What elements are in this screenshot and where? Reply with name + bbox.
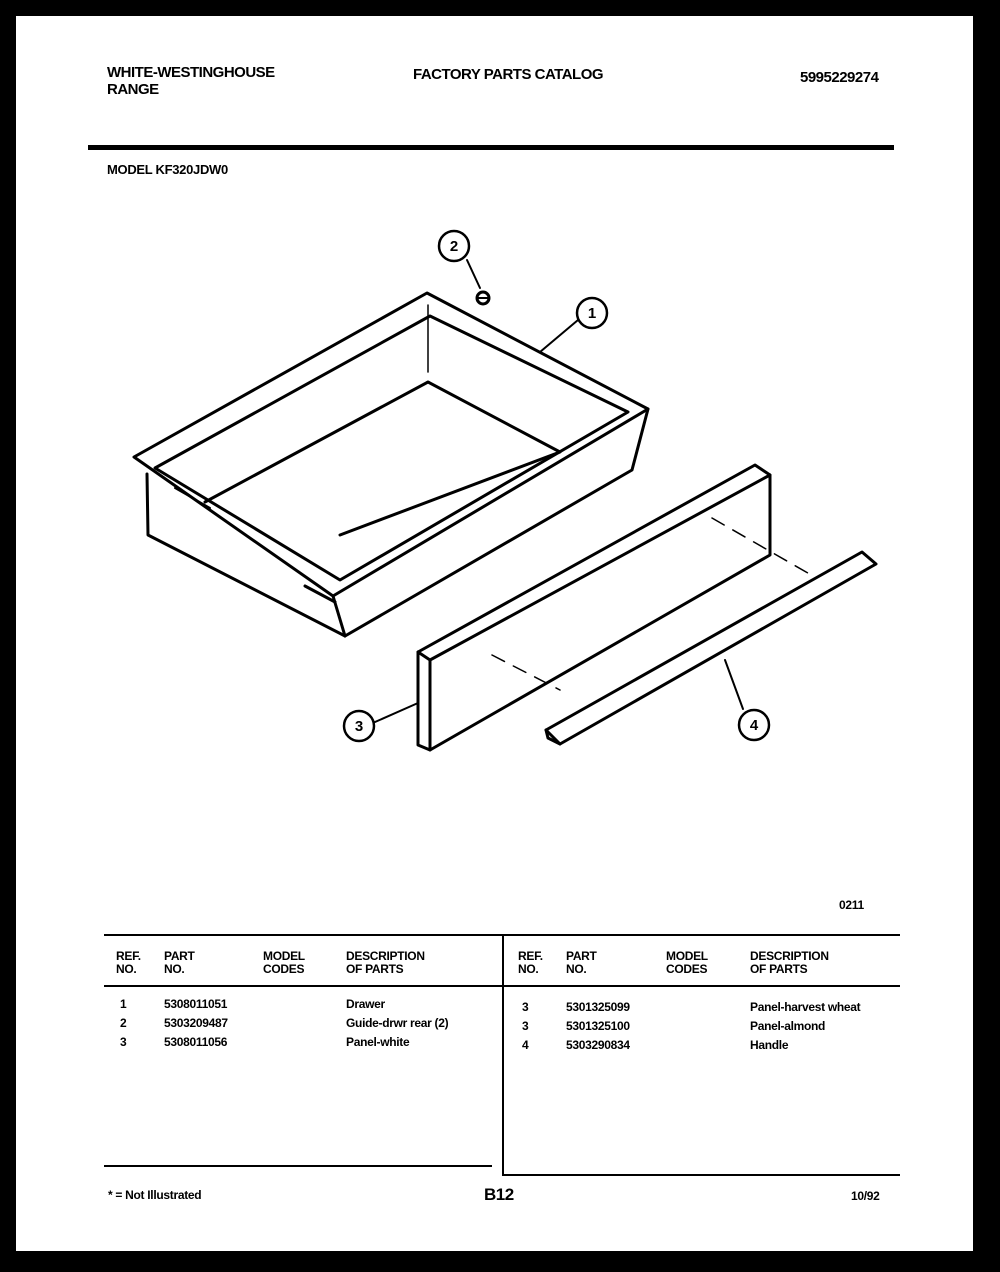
table-divider bbox=[502, 936, 504, 1176]
catalog-title: FACTORY PARTS CATALOG bbox=[413, 66, 604, 83]
header-part-left: PART NO. bbox=[164, 949, 195, 976]
callout-label-4: 4 bbox=[749, 717, 759, 734]
brand-line-2: RANGE bbox=[107, 81, 159, 98]
header-desc-left: DESCRIPTION OF PARTS bbox=[346, 949, 425, 976]
callout-label-3: 3 bbox=[354, 718, 364, 735]
page-number: B12 bbox=[484, 1185, 514, 1204]
callout-label-2: 2 bbox=[449, 238, 459, 255]
header-ref-right: REF. NO. bbox=[518, 949, 543, 976]
table-bottom-rule-right bbox=[504, 1174, 900, 1176]
header-rule-left bbox=[104, 985, 502, 987]
guide-part bbox=[477, 292, 489, 304]
catalog-number: 5995229274 bbox=[800, 69, 879, 86]
header-ref-left: REF. NO. bbox=[116, 949, 141, 976]
model-label: MODEL KF320JDW0 bbox=[107, 162, 228, 177]
header-model-right: MODEL CODES bbox=[666, 949, 708, 976]
table-bottom-rule-left bbox=[104, 1165, 492, 1167]
footnote: * = Not Illustrated bbox=[108, 1188, 202, 1202]
callout-label-1: 1 bbox=[587, 305, 597, 322]
header-rule-right bbox=[504, 985, 900, 987]
figure-code: 0211 bbox=[839, 898, 864, 912]
header-desc-right: DESCRIPTION OF PARTS bbox=[750, 949, 829, 976]
brand-line-1: WHITE-WESTINGHOUSE bbox=[107, 64, 275, 81]
revision-date: 10/92 bbox=[851, 1189, 880, 1203]
header-model-left: MODEL CODES bbox=[263, 949, 305, 976]
header-part-right: PART NO. bbox=[566, 949, 597, 976]
